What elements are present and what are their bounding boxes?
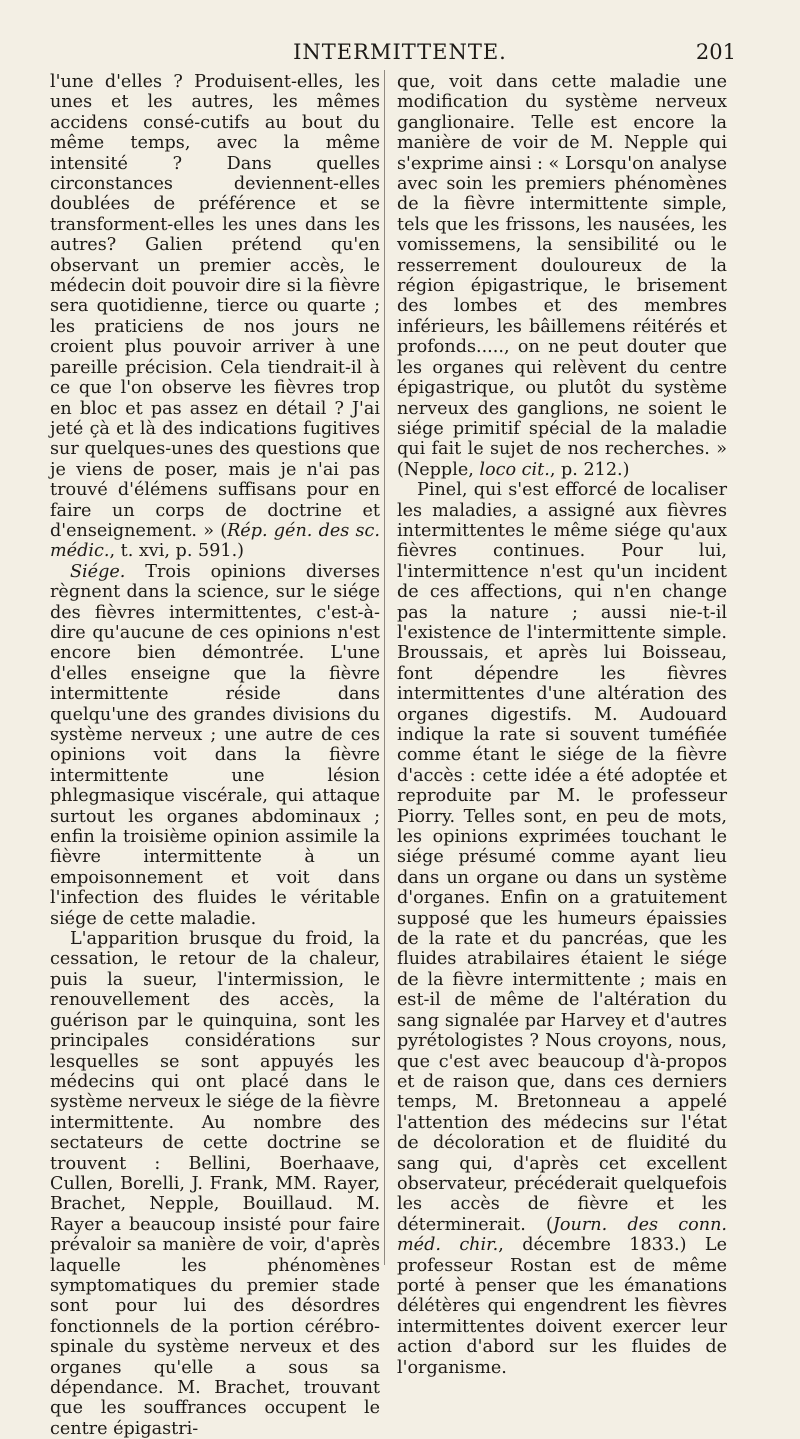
paragraph xyxy=(50,562,380,929)
page-header xyxy=(0,40,800,70)
paragraph xyxy=(397,72,727,480)
paragraph xyxy=(50,72,380,562)
text-run: , t. xvi, p. 591.) xyxy=(109,541,245,562)
running-title: INTERMITTENTE. xyxy=(293,40,507,64)
paragraph xyxy=(397,480,727,1378)
text-run: , p. 212.) xyxy=(549,459,630,480)
text-run: L'apparition brusque du froid, la cessation, le retour de la chaleur, puis la sueur, l'intermission, le renouvellement des accès, la guérison par le quinquina, sont les principales considérations sur lesquelles se sont appuyés les médecins qui ont placé dans le système nerveux le siége de la fièvre intermittente. Au nombre des sectateurs de cette doctrine se trouvent : Bellini, Boerhaave, Cullen, Borelli, J. Frank, MM. Rayer, Brachet, Nepple, Bouillaud. M. Rayer a beaucoup insisté pour faire prévaloir sa manière de voir, d'après laquelle les phénomènes symptomatiques du premier stade sont pour lui des désordres fonctionnels de la portion cérébro-spinale du système nerveux et des organes qu'elle a sous sa dépendance. M. Brachet, trouvant que les souffrances occupent le centre épigastri- xyxy=(50,929,380,1439)
text-run: , décembre 1833.) Le professeur Rostan est de même porté à penser que les émanations délétères qui engendrent les fièvres intermittentes doivent exercer leur action d'abord sur les fluides de l'organisme. xyxy=(397,1235,727,1378)
text-run: Pinel, qui s'est efforcé de localiser les maladies, a assigné aux fièvres intermittentes le même siége qu'aux fièvres continues. Pour lui, l'intermittence n'est qu'un incident de ces affections, qui n'en change pas la nature ; aussi nie-t-il l'existence de l'intermittente simple. Broussais, et après lui Boisseau, font dépendre les fièvres intermittentes d'une altération des organes digestifs. M. Audouard indique la rate si souvent tuméfiée comme étant le siége de la fièvre d'accès : cette idée a été adoptée et reproduite par M. le professeur Piorry. Telles sont, en peu de mots, les opinions exprimées touchant le siége présumé comme ayant lieu dans un organe ou dans un système d'organes. Enfin on a gratuitement supposé que les humeurs épaissies de la rate et du pancréas, que les fluides atrabilaires étaient le siége de la fièvre intermittente ; mais en est-il de même de l'altération du sang signalée par Harvey et d'autres pyrétologistes ? Nous croyons, nous, que c'est avec beaucoup d'à-propos et de raison que, dans ces derniers temps, M. Bretonneau a appelé l'attention des médecins sur l'état de décoloration et de fluidité du sang qui, d'après cet excellent observateur, précéderait quelquefois les accès de fièvre et les déterminerait. ( xyxy=(397,480,727,1235)
column-divider xyxy=(384,70,385,1265)
italic-run: Journ. des conn. méd. chir. xyxy=(397,1214,727,1256)
text-run: l'une d'elles ? Produisent-elles, les unes et les autres, les mêmes accidens consé-cutifs au bout du même temps, avec la même intensité ? Dans quelles circonstances deviennent-elles doublées de préférence et se transforment-elles les unes dans les autres? Galien prétend qu'en observant un premier accès, le médecin doit pouvoir dire si la fièvre sera quotidienne, tierce ou quarte ; les praticiens de nos jours ne croient plus pouvoir arriver à une pareille précision. Cela tiendrait-il à ce que l'on observe les fièvres trop en bloc et pas assez en détail ? J'ai jeté çà et là des indications fugitives sur quelques-unes des questions que je viens de poser, mais je n'ai pas trouvé d'élémens suffisans pour en faire un corps de doctrine et d'enseignement. » ( xyxy=(50,72,380,541)
right-column xyxy=(397,72,727,1378)
italic-run: Siége. xyxy=(70,561,126,582)
italic-run: loco cit. xyxy=(479,459,550,480)
page-number: 201 xyxy=(695,40,736,64)
italic-run: Rép. gén. des sc. médic. xyxy=(50,520,380,562)
paragraph xyxy=(50,929,380,1439)
text-run: Trois opinions diverses règnent dans la science, sur le siége des fièvres intermittentes, c'est-à-dire qu'aucune de ces opinions n'est encore bien démontrée. L'une d'elles enseigne que la fièvre intermittente réside dans quelqu'une des grandes divisions du système nerveux ; une autre de ces opinions voit dans la fièvre intermittente une lésion phlegmasique viscérale, qui attaque surtout les organes abdominaux ; enfin la troisième opinion assimile la fièvre intermittente à un empoisonnement et voit dans l'infection des fluides le véritable siége de cette maladie. xyxy=(50,561,380,929)
text-run: que, voit dans cette maladie une modification du système nerveux ganglionaire. Telle est encore la manière de voir de M. Nepple qui s'exprime ainsi : « Lorsqu'on analyse avec soin les premiers phénomènes de la fièvre intermittente simple, tels que les frissons, les nausées, les vomissemens, la sensibilité ou le resserrement douloureux de la région épigastrique, le brisement des lombes et des membres inférieurs, les bâillemens réitérés et profonds....., on ne peut douter que les organes qui relèvent du centre épigastrique, ou plutôt du système nerveux des ganglions, ne soient le siége primitif spécial de la maladie qui fait le sujet de nos recherches. » (Nepple, xyxy=(397,72,727,480)
left-column xyxy=(50,72,380,1439)
